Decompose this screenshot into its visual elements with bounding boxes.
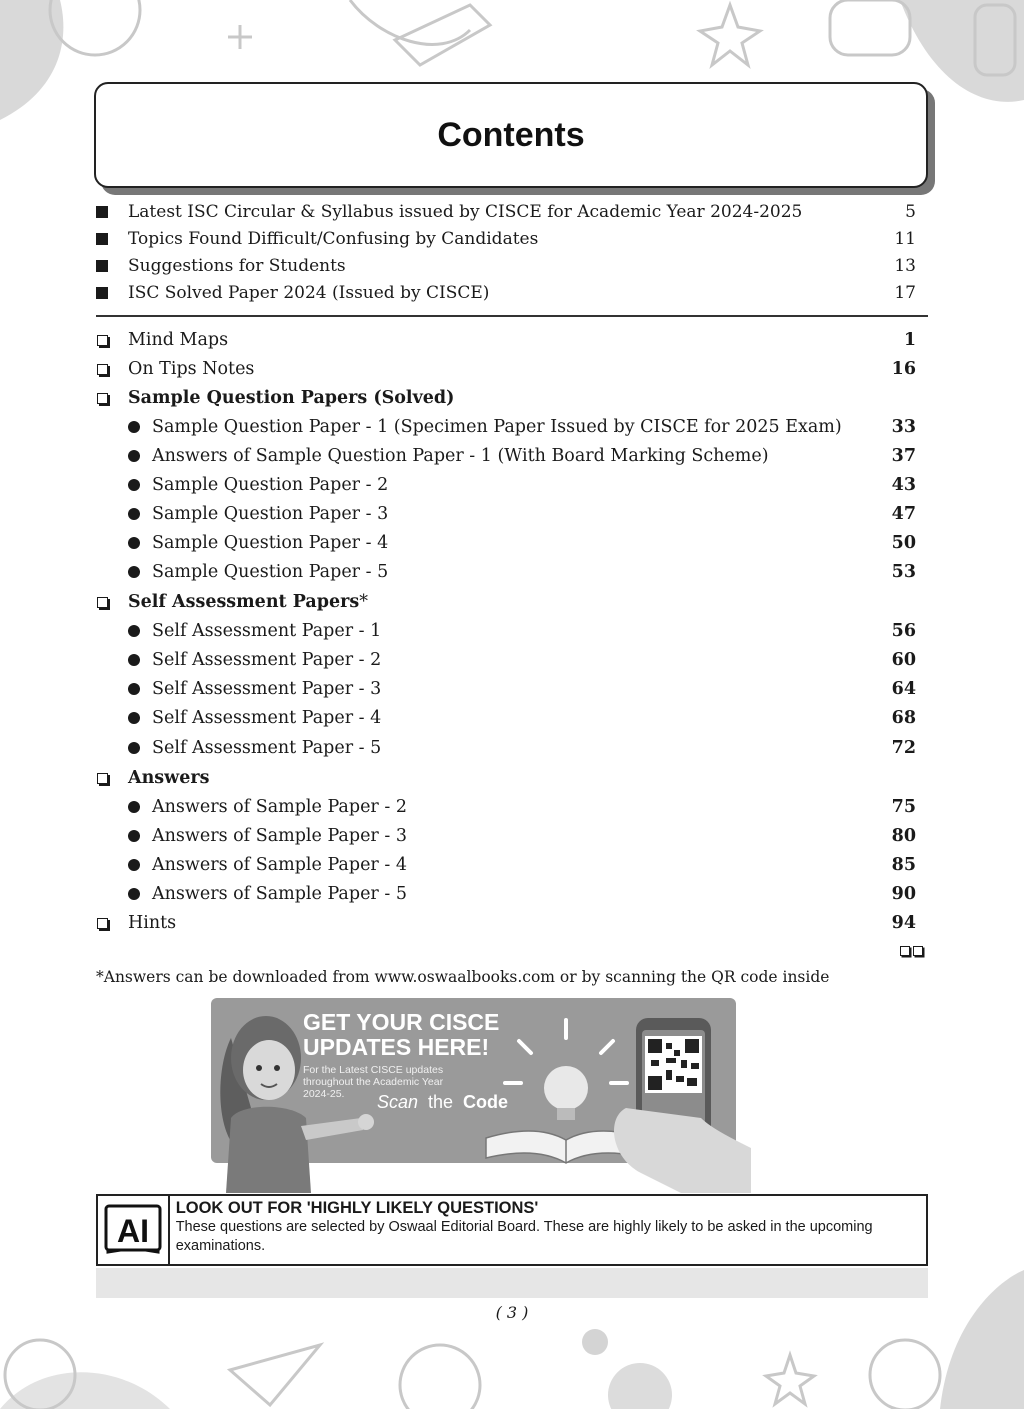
toc-sub-entry[interactable]	[128, 414, 916, 440]
ai-box-heading: LOOK OUT FOR 'HIGHLY LIKELY QUESTIONS'	[175, 1199, 539, 1217]
toc-section-hints[interactable]	[96, 910, 916, 936]
toc-sub-entry[interactable]	[128, 881, 916, 907]
toc-entry-label: Suggestions for Students	[128, 256, 346, 276]
toc-sub-entry[interactable]	[128, 443, 916, 469]
toc-entry-page: 13	[894, 256, 916, 276]
toc-entry-page: 50	[891, 533, 916, 553]
toc-entry[interactable]	[96, 199, 916, 225]
asterisk-mark: *	[359, 592, 368, 612]
toc-entry-page: 64	[891, 679, 916, 699]
toc-entry-page: 1	[903, 330, 916, 350]
round-bullet-icon	[128, 537, 140, 549]
toc-entry-label: Answers of Sample Paper - 2	[152, 797, 407, 817]
toc-sub-entry[interactable]	[128, 501, 916, 527]
toc-entry-page: 37	[891, 446, 916, 466]
toc-entry[interactable]	[96, 253, 916, 279]
checkbox-bullet-icon	[97, 335, 108, 346]
toc-sub-entry[interactable]	[128, 794, 916, 820]
toc-section-mind-maps[interactable]	[96, 327, 916, 353]
toc-entry-label: Answers of Sample Paper - 4	[152, 855, 407, 875]
banner-sub-1: For the Latest CISCE updates	[303, 1064, 444, 1076]
round-bullet-icon	[128, 508, 140, 520]
toc-entry-label: Self Assessment Paper - 5	[152, 738, 382, 758]
toc-section-answers[interactable]	[96, 765, 916, 791]
toc-entry-page: 94	[891, 913, 916, 933]
toc-entry-page: 43	[891, 475, 916, 495]
checkbox-bullet-icon	[97, 597, 108, 608]
banner-scan-word: Scan	[377, 1092, 419, 1112]
toc-entry-page: 53	[891, 562, 916, 582]
contents-title-box	[94, 82, 928, 188]
toc-entry-page: 47	[891, 504, 916, 524]
toc-entry-label: Self Assessment Paper - 1	[152, 621, 382, 641]
toc-sub-entry[interactable]	[128, 676, 916, 702]
toc-section-label: Self Assessment Papers	[128, 592, 360, 612]
toc-entry-label: Sample Question Paper - 5	[152, 562, 389, 582]
toc-sub-entry[interactable]	[128, 735, 916, 761]
cisce-updates-banner[interactable]	[211, 998, 751, 1193]
section-divider	[96, 315, 928, 317]
round-bullet-icon	[128, 742, 140, 754]
toc-sub-entry[interactable]	[128, 823, 916, 849]
toc-section-sample-papers[interactable]	[96, 385, 916, 411]
round-bullet-icon	[128, 421, 140, 433]
banner-sub-2: throughout the Academic Year	[303, 1076, 444, 1088]
toc-entry[interactable]	[96, 226, 916, 252]
toc-sub-entry[interactable]	[128, 618, 916, 644]
toc-entry-label: Hints	[128, 913, 177, 933]
ai-box-description: These questions are selected by Oswaal Editorial Board. These are highly likely to be asked in the upcoming examinations.	[175, 1219, 873, 1254]
checkbox-bullet-icon	[97, 364, 108, 375]
toc-entry-label: Answers of Sample Question Paper - 1 (With Board Marking Scheme)	[152, 446, 769, 466]
toc-entry-page: 33	[891, 417, 916, 437]
toc-entry-label: Self Assessment Paper - 3	[152, 679, 382, 699]
round-bullet-icon	[128, 801, 140, 813]
toc-entry-page: 60	[891, 650, 916, 670]
toc-sub-entry[interactable]	[128, 647, 916, 673]
toc-entry-page: 90	[891, 884, 916, 904]
highly-likely-questions-box	[96, 1194, 928, 1266]
round-bullet-icon	[128, 859, 140, 871]
banner-headline-2: UPDATES HERE!	[303, 1034, 490, 1060]
toc-section-label: Answers	[128, 768, 210, 788]
toc-entry-page: 17	[894, 283, 916, 303]
round-bullet-icon	[128, 625, 140, 637]
toc-entry-label: Topics Found Difficult/Confusing by Candidates	[128, 229, 539, 249]
toc-entry-label: Sample Question Paper - 3	[152, 504, 389, 524]
end-mark-icon	[900, 946, 923, 956]
checkbox-bullet-icon	[97, 918, 108, 929]
toc-entry-page: 5	[905, 202, 916, 222]
toc-entry-page: 16	[891, 359, 916, 379]
toc-sub-entry[interactable]	[128, 559, 916, 585]
toc-entry-label: Answers of Sample Paper - 3	[152, 826, 407, 846]
toc-sub-entry[interactable]	[128, 530, 916, 556]
ai-icon-text: AI	[116, 1213, 149, 1249]
toc-entry-page: 68	[891, 708, 916, 728]
toc-sub-entry[interactable]	[128, 472, 916, 498]
toc-section-on-tips[interactable]	[96, 356, 916, 382]
toc-entry-page: 75	[891, 797, 916, 817]
toc-entry-page: 80	[891, 826, 916, 846]
toc-entry-label: On Tips Notes	[128, 359, 255, 379]
square-bullet-icon	[96, 233, 108, 245]
toc-entry[interactable]	[96, 280, 916, 306]
toc-entry-label: Answers of Sample Paper - 5	[152, 884, 407, 904]
page-number: ( 3 )	[495, 1303, 529, 1322]
toc-entry-label: Latest ISC Circular & Syllabus issued by CISCE for Academic Year 2024-2025	[128, 202, 803, 222]
toc-entry-page: 72	[891, 738, 916, 758]
round-bullet-icon	[128, 683, 140, 695]
banner-sub-3: 2024-25.	[303, 1088, 345, 1100]
footer-bar	[96, 1268, 928, 1298]
toc-sub-entry[interactable]	[128, 852, 916, 878]
toc-entry-label: Mind Maps	[128, 330, 229, 350]
round-bullet-icon	[128, 479, 140, 491]
toc-section-self-assessment[interactable]	[96, 589, 916, 615]
toc-entry-page: 56	[891, 621, 916, 641]
toc-entry-label: Self Assessment Paper - 2	[152, 650, 382, 670]
page-title: Contents	[437, 115, 585, 154]
banner-code-word: Code	[463, 1092, 508, 1112]
round-bullet-icon	[128, 566, 140, 578]
toc-entry-label: Self Assessment Paper - 4	[152, 708, 382, 728]
banner-the-word: the	[428, 1092, 454, 1112]
round-bullet-icon	[128, 654, 140, 666]
toc-sub-entry[interactable]	[128, 705, 916, 731]
checkbox-bullet-icon	[97, 393, 108, 404]
round-bullet-icon	[128, 888, 140, 900]
toc-entry-label: Sample Question Paper - 2	[152, 475, 389, 495]
ai-book-icon	[98, 1196, 170, 1264]
toc-section-label: Sample Question Papers (Solved)	[128, 388, 455, 408]
checkbox-bullet-icon	[97, 773, 108, 784]
banner-headline-1: GET YOUR CISCE	[303, 1009, 500, 1035]
square-bullet-icon	[96, 287, 108, 299]
toc-entry-page: 85	[891, 855, 916, 875]
toc-entry-label: ISC Solved Paper 2024 (Issued by CISCE)	[128, 283, 490, 303]
square-bullet-icon	[96, 206, 108, 218]
round-bullet-icon	[128, 830, 140, 842]
toc-entry-label: Sample Question Paper - 4	[152, 533, 389, 553]
square-bullet-icon	[96, 260, 108, 272]
download-footnote: *Answers can be downloaded from www.oswaalbooks.com or by scanning the QR code inside	[96, 968, 830, 986]
round-bullet-icon	[128, 712, 140, 724]
round-bullet-icon	[128, 450, 140, 462]
toc-entry-page: 11	[894, 229, 916, 249]
toc-entry-label: Sample Question Paper - 1 (Specimen Paper Issued by CISCE for 2025 Exam)	[152, 417, 842, 437]
